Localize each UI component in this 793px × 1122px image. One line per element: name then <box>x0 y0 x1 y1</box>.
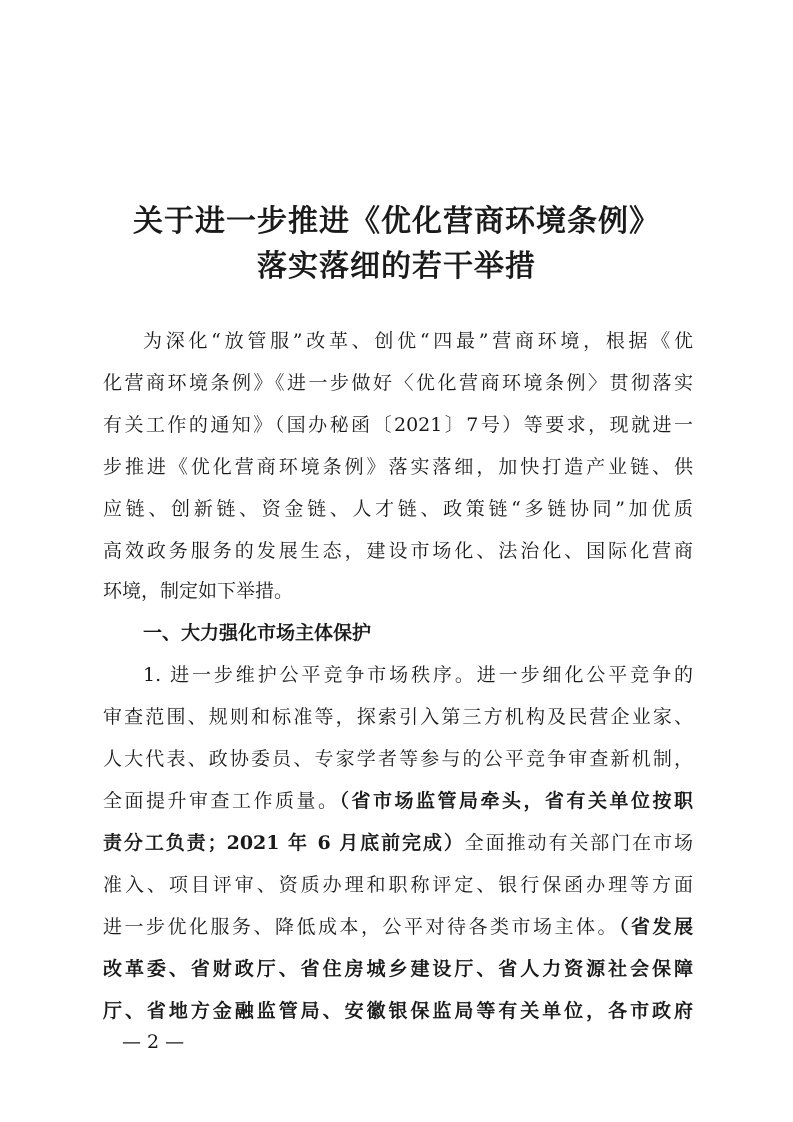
responsibility-note-line: 厅、省地方金融监管局、安徽银保监局等有关单位，各市政府 <box>103 1000 693 1022</box>
intro-paragraph-line: 为深化“放管服”改革、创优“四最”营商环境，根据《优 <box>143 330 693 352</box>
item-paragraph-line <box>103 915 693 939</box>
item-plain-text: 全面提升审查工作质量。 <box>103 790 340 812</box>
item-paragraph-line: 准入、项目评审、资质办理和职称评定、银行保函办理等方面 <box>103 874 693 896</box>
intro-paragraph-line: 有关工作的通知》（国办秘函〔2021〕7号）等要求，现就进一 <box>103 414 693 436</box>
responsibility-note: （省发展 <box>618 916 693 938</box>
item-paragraph-line <box>103 831 693 855</box>
item-paragraph-line <box>103 789 693 813</box>
item-plain-text: 全面推动有关部门在市场 <box>464 832 693 854</box>
intro-paragraph-line: 环境，制定如下举措。 <box>103 580 294 602</box>
document-title-line-1: 关于进一步推进《优化营商环境条例》 <box>133 204 660 239</box>
item-paragraph-line: 1. 进一步维护公平竞争市场秩序。进一步细化公平竞争的 <box>143 664 693 686</box>
section-heading: 一、大力强化市场主体保护 <box>143 622 372 644</box>
responsibility-note: 责分工负责；2021 年 6 月底前完成） <box>103 832 465 854</box>
intro-paragraph-line: 应链、创新链、资金链、人才链、政策链“多链协同”加优质 <box>103 498 693 520</box>
intro-paragraph-line: 步推进《优化营商环境条例》落实落细，加快打造产业链、供 <box>103 456 693 478</box>
page-number: — 2 — <box>122 1031 185 1053</box>
item-plain-text: 进一步优化服务、降低成本，公平对待各类市场主体。 <box>103 916 619 938</box>
item-paragraph-line: 审查范围、规则和标准等，探索引入第三方机构及民营企业家、 <box>103 706 693 728</box>
item-paragraph-line: 人大代表、政协委员、专家学者等参与的公平竞争审查新机制， <box>103 748 693 770</box>
intro-paragraph-line: 化营商环境条例》《进一步做好〈优化营商环境条例〉贯彻落实 <box>103 372 693 394</box>
intro-paragraph-line: 高效政务服务的发展生态，建设市场化、法治化、国际化营商 <box>103 540 693 562</box>
document-title-line-2: 落实落细的若干举措 <box>257 249 536 284</box>
responsibility-note-line: 改革委、省财政厅、省住房城乡建设厅、省人力资源社会保障 <box>103 958 693 980</box>
responsibility-note: （省市场监管局牵头，省有关单位按职 <box>339 790 693 812</box>
